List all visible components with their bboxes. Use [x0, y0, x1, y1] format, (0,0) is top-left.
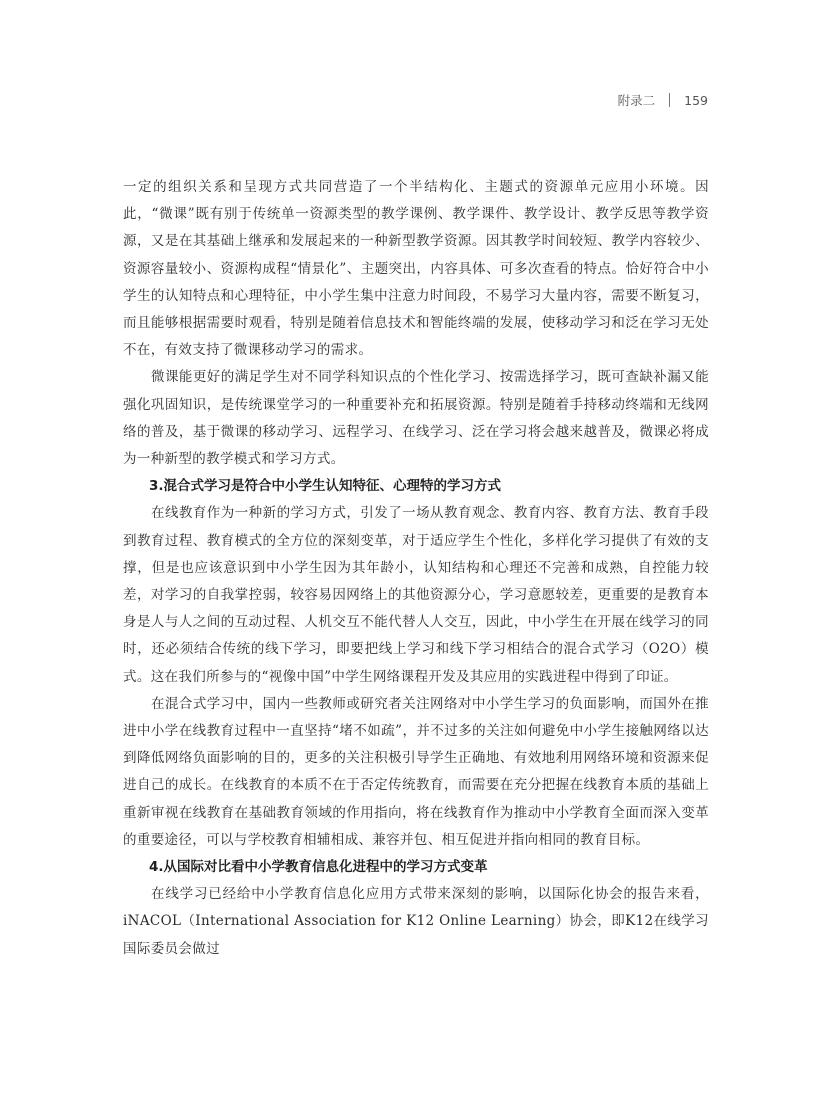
paragraph-continued: 一定的组织关系和呈现方式共同营造了一个半结构化、主题式的资源单元应用小环境。因此，“微课”既有别于传统单一资源类型的教学课例、教学课件、教学设计、教学反思等教学资源，又是在其基础上继承和发展起来的一种新型教学资源。因其教学时间较短、教学内容较少、资源容量较小、资源构成程“情景化”、主题突出，内容具体、可多次查看的特点。恰好符合中小学生的认知特点和心理特征，中小学生集中注意力时间段，不易学习大量内容，需要不断复习，而且能够根据需要时观看，特别是随着信息技术和智能终端的发展，使移动学习和泛在学习无处不在，有效支持了微课移动学习的需求。	[123, 179, 709, 359]
page-body	[123, 174, 709, 963]
paragraph-international: 在线学习已经给中小学教育信息化应用方式带来深刻的影响，以国际化协会的报告来看，iNACOL（International Association for K12 Online Learning）协会，即K12在线学习国际委员会做过	[123, 886, 709, 957]
paragraph-online-education: 在线教育作为一种新的学习方式，引发了一场从教育观念、教育内容、教育方法、教育手段到教育过程、教育模式的全方位的深刻变革，对于适应学生个性化，多样化学习提供了有效的支撑，但是也应该意识到中小学生因为其年龄小，认知结构和心理还不完善和成熟，自控能力较差，对学习的自我掌控弱，较容易因网络上的其他资源分心，学习意愿较差，更重要的是教育本身是人与人之间的互动过程、人机交互不能代替人人交互，因此，中小学生在开展在线学习的同时，还必须结合传统的线下学习，即要把线上学习和线下学习相结合的混合式学习（O2O）模式。这在我们所参与的“视像中国”中学生网络课程开发及其应用的实践进程中得到了印证。	[123, 505, 709, 685]
paragraph-blended-learning: 在混合式学习中，国内一些教师或研究者关注网络对中小学生学习的负面影响，而国外在推进中小学在线教育过程中一直坚持“堵不如疏”，并不过多的关注如何避免中小学生接触网络以达到降低网络负面影响的目的，更多的关注积极引导学生正确地、有效地利用网络环境和资源来促进自己的成长。在线教育的本质不在于否定传统教育，而需要在充分把握在线教育本质的基础上重新审视在线教育在基础教育领域的作用指向，将在线教育作为推动中小学教育全面而深入变革的重要途径，可以与学校教育相辅相成、兼容并包、相互促进并指向相同的教育目标。	[123, 695, 709, 848]
page-number: 159	[684, 92, 708, 108]
section-heading-4: 4.从国际对比看中小学教育信息化进程中的学习方式变革	[149, 859, 488, 876]
section-heading-3: 3.混合式学习是符合中小学生认知特征、心理特的学习方式	[149, 478, 502, 495]
paragraph-microlecture: 微课能更好的满足学生对不同学科知识点的个性化学习、按需选择学习，既可查缺补漏又能强化巩固知识，是传统课堂学习的一种重要补充和拓展资源。特别是随着手持移动终端和无线网络的普及，基于微课的移动学习、远程学习、在线学习、泛在学习将会越来越普及，微课必将成为一种新型的教学模式和学习方式。	[123, 369, 709, 468]
section-title: 附录二	[617, 93, 656, 108]
running-header	[618, 91, 708, 109]
header-divider	[669, 93, 670, 107]
